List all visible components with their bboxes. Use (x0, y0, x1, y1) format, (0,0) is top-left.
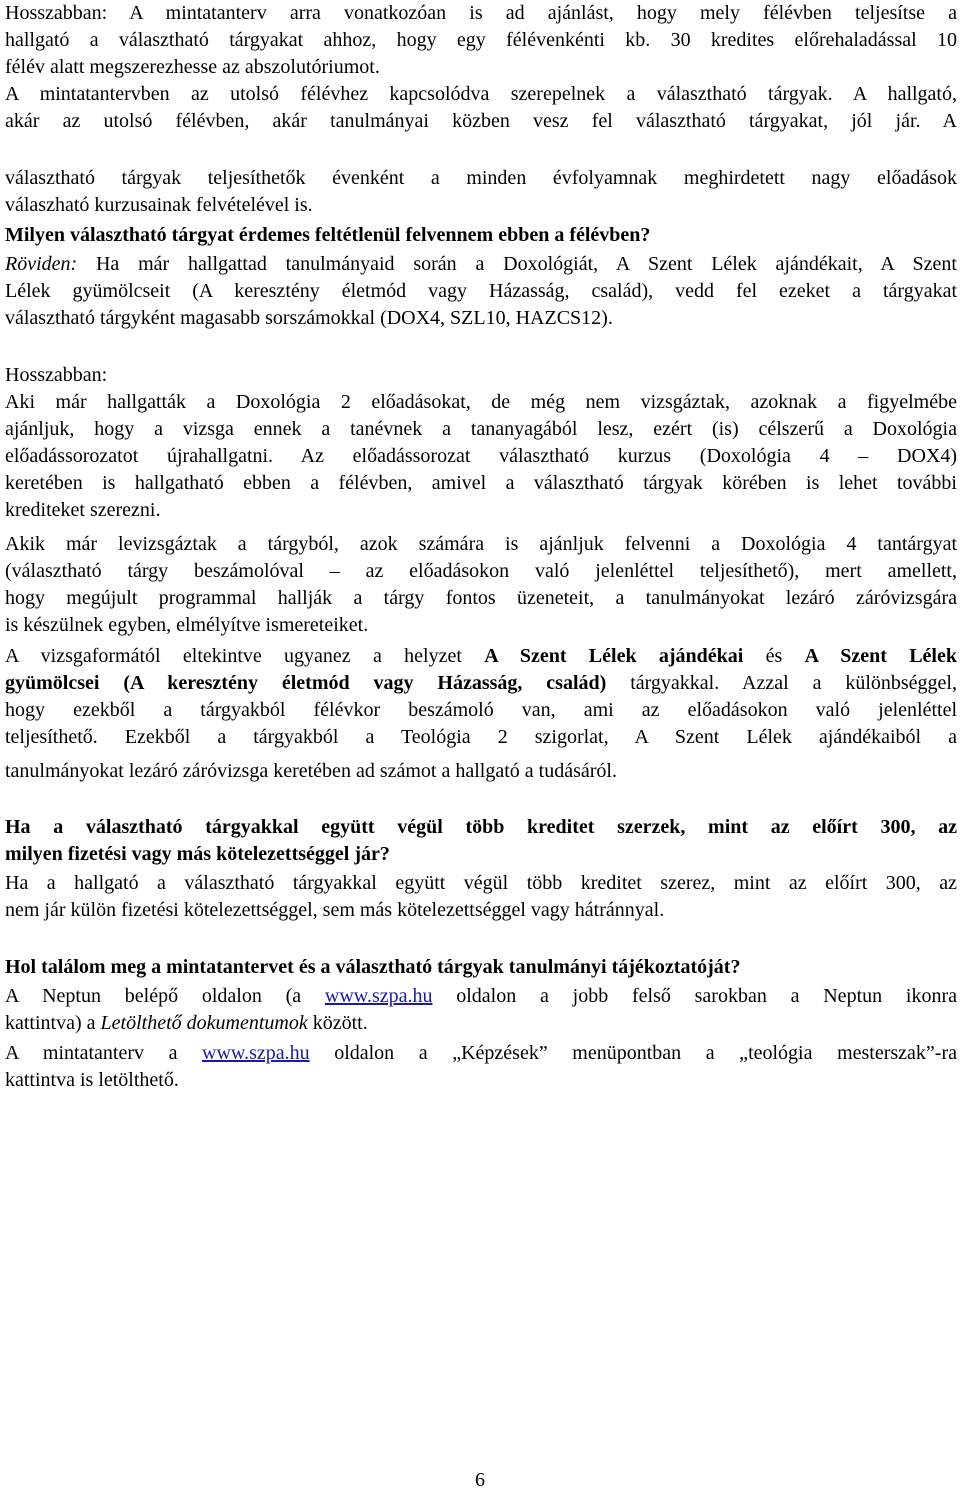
paragraph-line (5, 983, 957, 1010)
paragraph-line: előadássorozatot újrahallgatni. Az előadássorozat választható kurzus (Doxológia 4 – DOX4) (5, 445, 957, 467)
paragraph-line: keretében is hallgatható ebben a félévben, amivel a választható tárgyak körében is lehet további (5, 472, 957, 494)
paragraph-line: választható tárgyként magasabb sorszámokkal (DOX4, SZL10, HAZCS12). (5, 307, 613, 329)
szpa-link[interactable]: www.szpa.hu (202, 1042, 310, 1064)
text-span: oldalon a „Képzések” menüpontban a „teológia mesterszak”-ra (309, 1042, 957, 1064)
paragraph-line: A mintatantervben az utolsó félévhez kapcsolódva szerepelnek a választható tárgyak. A hallgató, (5, 83, 957, 105)
text-span: és (743, 645, 805, 667)
page-number: 6 (475, 1469, 485, 1491)
bold-span: A Szent Lélek ajándékai (484, 645, 744, 667)
paragraph-line: Ha a hallgató a választható tárgyakkal együtt végül több kreditet szerez, mint az előírt 300, az (5, 872, 957, 894)
section-label: Hosszabban: (5, 364, 108, 386)
section-heading: Hol találom meg a mintatantervet és a választható tárgyak tanulmányi tájékoztatóját? (5, 956, 741, 978)
text-span: A Neptun belépő oldalon (a (5, 985, 325, 1007)
text-span: kattintva) a (5, 1012, 101, 1034)
text-span: között. (307, 1012, 368, 1034)
paragraph-line: krediteket szerezni. (5, 499, 161, 521)
section-heading: Milyen választható tárgyat érdemes feltétlenül felvennem ebben a félévben? (5, 224, 651, 246)
paragraph-line: akár az utolsó félévben, akár tanulmányai közben vesz fel választható tárgyakat, jól jár. A (5, 110, 957, 132)
text-span: Ha már hallgattad tanulmányaid során a Doxológiát, A Szent Lélek ajándékait, A Szent (77, 253, 957, 275)
bold-span: gyümölcsei (A keresztény életmód vagy Házasság, család) (5, 672, 607, 694)
paragraph-line: tanulmányokat lezáró záróvizsga keretében ad számot a hallgató a tudásáról. (5, 760, 617, 782)
paragraph-line: Akik már levizsgáztak a tárgyból, azok számára is ajánljuk felvenni a Doxológia 4 tantárgyat (5, 533, 957, 555)
szpa-link[interactable]: www.szpa.hu (324, 985, 433, 1007)
italic-span: Letölthető dokumentumok (100, 1012, 308, 1034)
paragraph-line: Aki már hallgatták a Doxológia 2 előadásokat, de még nem vizsgáztak, azoknak a figyelmébe (5, 391, 957, 413)
bold-span: A Szent Lélek (804, 645, 957, 667)
paragraph-line: választható tárgyak teljesíthetők évenként a minden évfolyamnak meghirdetett nagy előadások (5, 167, 957, 189)
paragraph-line: Lélek gyümölcseit (A keresztény életmód vagy Házasság, család), vedd fel ezeket a tárgyakat (5, 280, 957, 302)
paragraph-line: félév alatt megszerezhesse az abszolutóriumot. (5, 56, 380, 78)
paragraph-line: hogy ezekből a tárgyakból félévkor beszámoló van, ami az előadásokon való jelenléttel (5, 699, 957, 721)
paragraph-line (5, 643, 957, 670)
paragraph-line: Hosszabban: A mintatanterv arra vonatkozóan is ad ajánlást, hogy mely félévben teljesítse a (5, 2, 957, 24)
text-span: A mintatanterv a (5, 1042, 203, 1064)
paragraph-line: nem jár külön fizetési kötelezettséggel, sem más kötelezettséggel vagy hátránnyal. (5, 899, 665, 921)
paragraph-line (5, 251, 957, 278)
paragraph-line: kattintva is letölthető. (5, 1069, 179, 1091)
paragraph-line: ajánljuk, hogy a vizsga ennek a tanévnek a tananyagából lesz, ezért (is) célszerű a Doxológia (5, 418, 957, 440)
text-span: A vizsgaformától eltekintve ugyanez a helyzet (5, 645, 485, 667)
text-span: oldalon a jobb felső sarokban a Neptun ikonra (432, 985, 957, 1007)
paragraph-line (5, 1040, 957, 1067)
paragraph-line: (választható tárgy beszámolóval – az előadásokon való jelenléttel teljesíthető), mert amellett, (5, 560, 957, 582)
section-heading: Ha a választható tárgyakkal együtt végül több kreditet szerzek, mint az előírt 300, az (5, 816, 957, 838)
paragraph-line (5, 1010, 957, 1037)
section-heading: milyen fizetési vagy más kötelezettséggel jár? (5, 843, 390, 865)
paragraph-line: is készülnek egyben, elmélyítve ismereteiket. (5, 614, 369, 636)
paragraph-line: hogy megújult programmal hallják a tárgy fontos üzeneteit, a tanulmányokat lezáró záróvizsgára (5, 587, 957, 609)
text-span: tárgyakkal. Azzal a különbséggel, (606, 672, 957, 694)
paragraph-line: válaszható kurzusainak felvételével is. (5, 194, 313, 216)
paragraph-line: hallgató a választható tárgyakat ahhoz, hogy egy félévenkénti kb. 30 kredites előrehaladással 10 (5, 29, 957, 51)
paragraph-line: teljesíthető. Ezekből a tárgyakból a Teológia 2 szigorlat, A Szent Lélek ajándékaiból a (5, 726, 957, 748)
paragraph-line (5, 670, 957, 697)
lead-label: Röviden: (5, 253, 78, 275)
